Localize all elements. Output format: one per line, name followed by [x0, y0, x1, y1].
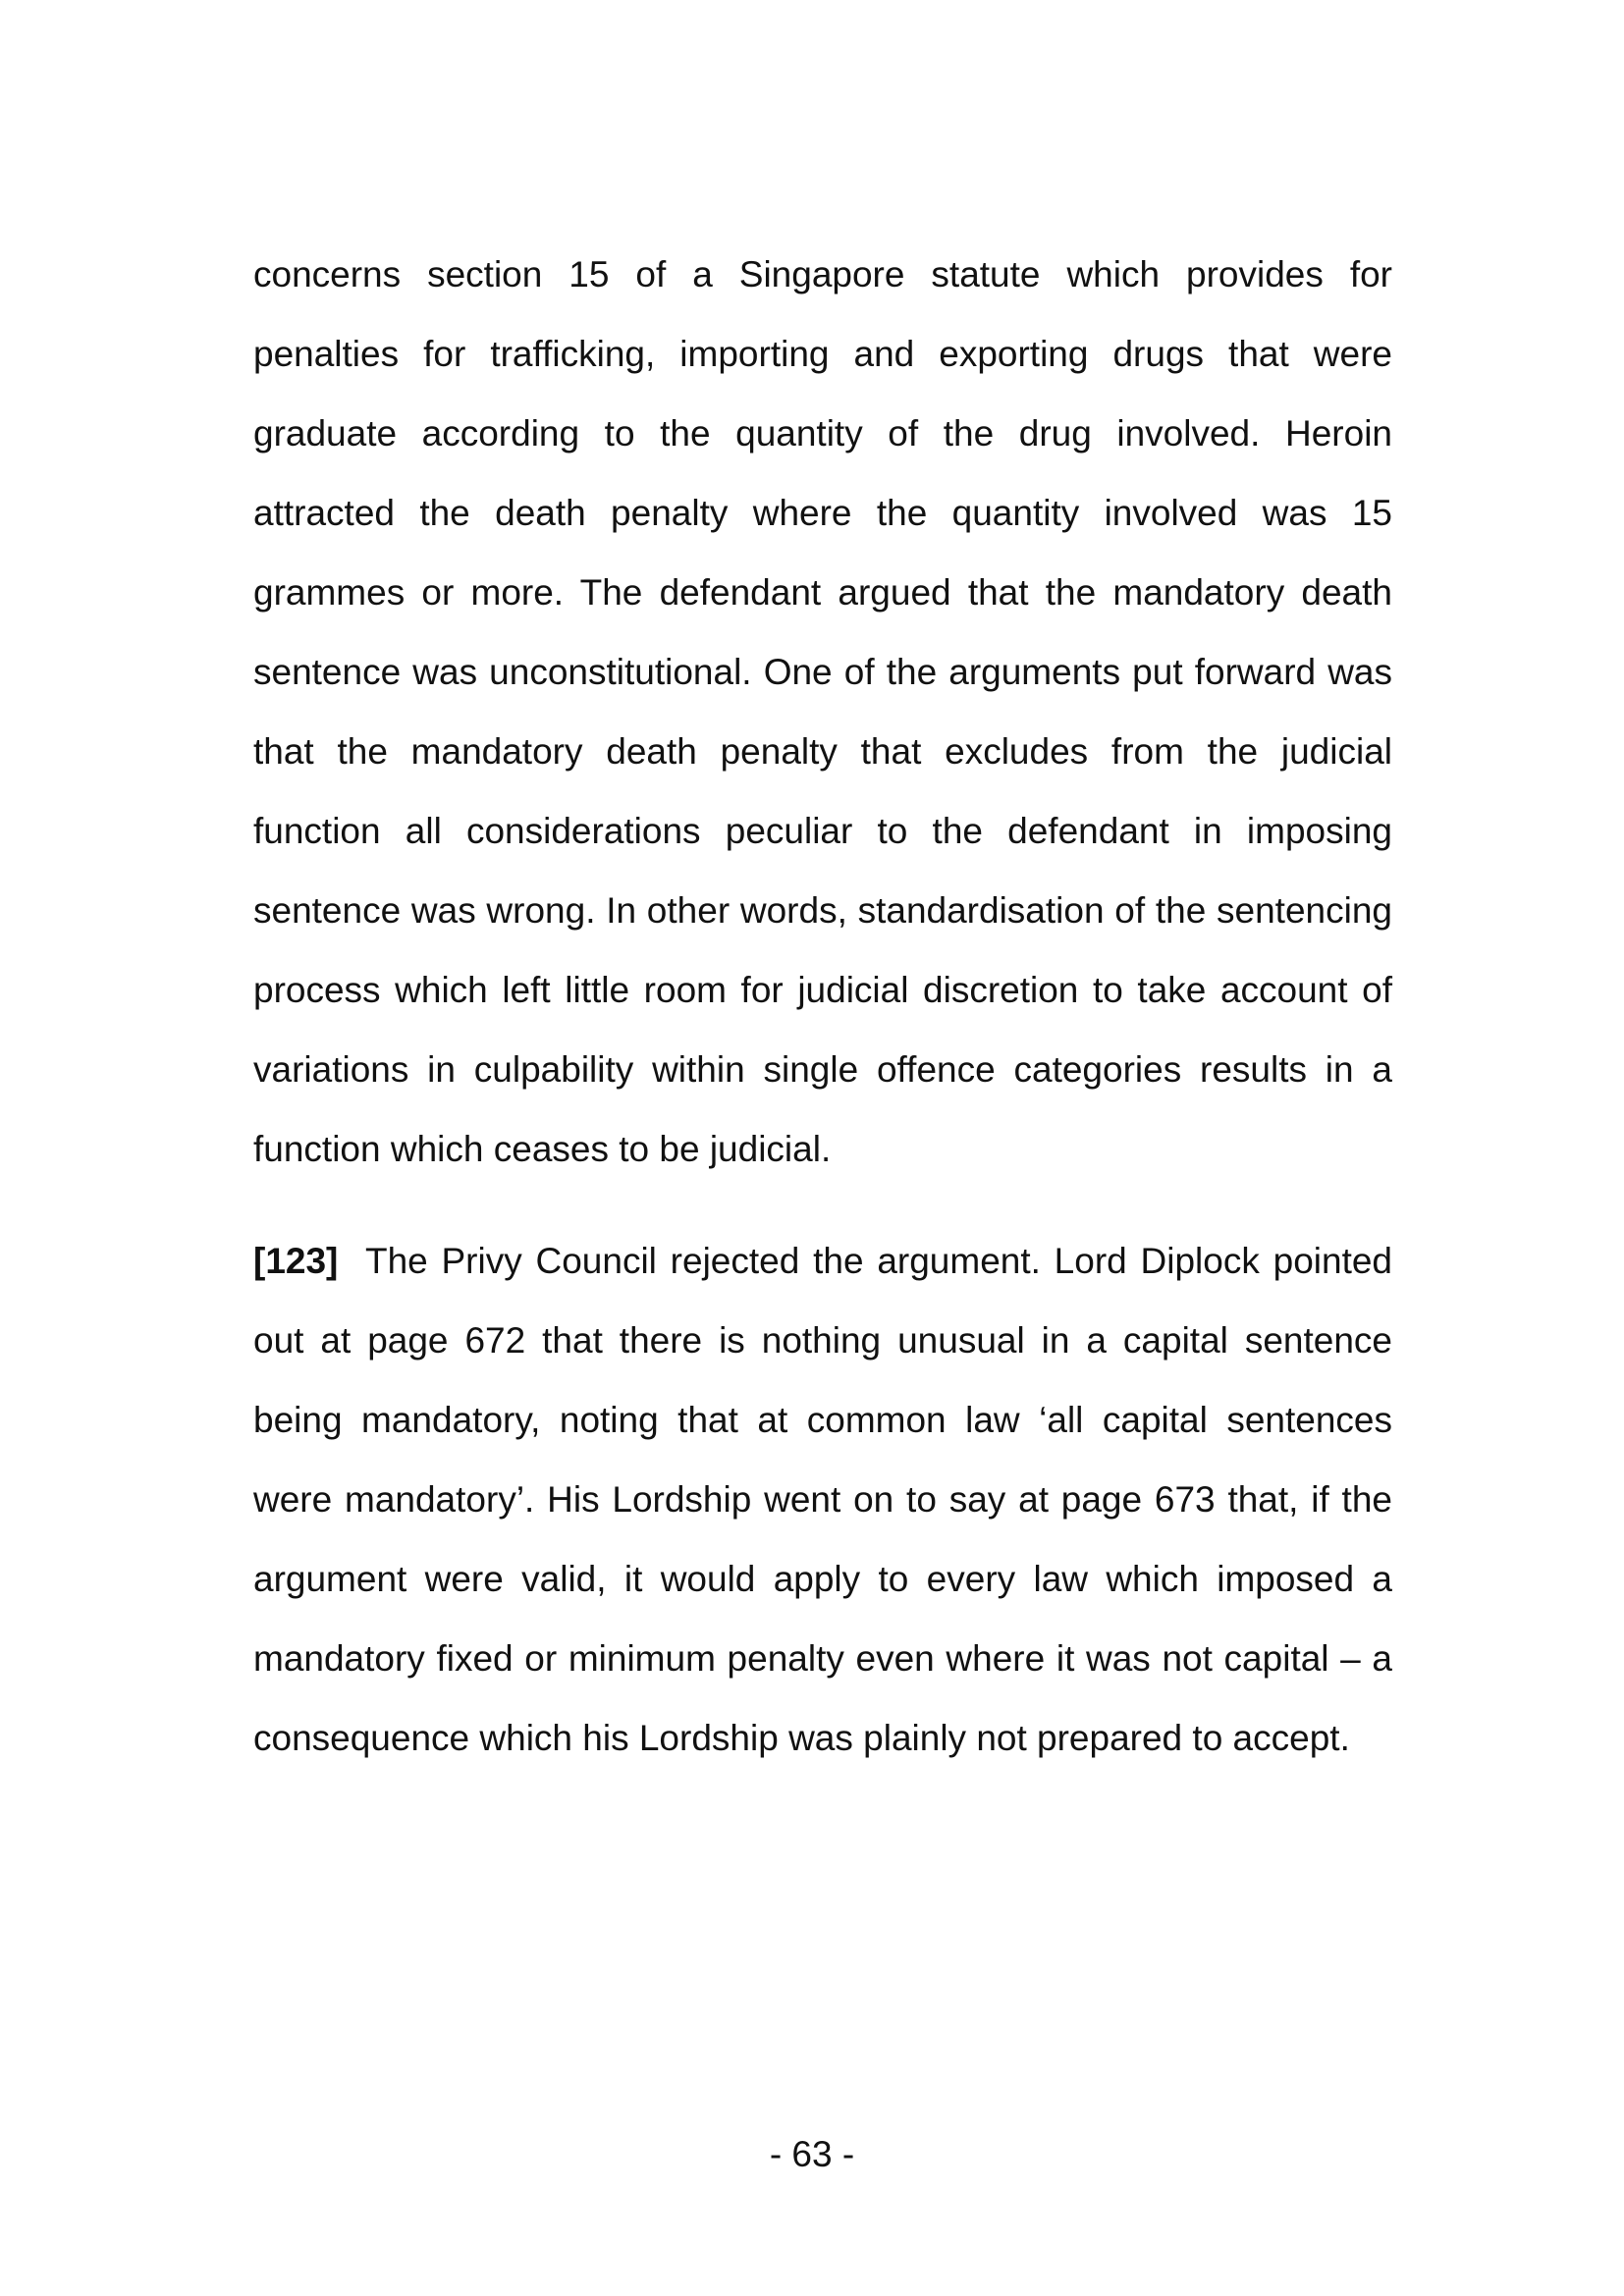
document-body: [253, 235, 1392, 1778]
paragraph-text: The Privy Council rejected the argument. Lord Diplock pointed out at page 672 that there is nothing unusual in a capital sentence being mandatory, noting that at common law ‘all capital sentences were mandatory’. His Lordship went on to say at page 673 that, if the argument were valid, it would apply to every law which imposed a mandatory fixed or minimum penalty even where it was not capital – a consequence which his Lordship was plainly not prepared to accept.: [253, 1241, 1393, 1758]
paragraph-continued: [253, 235, 1392, 1189]
paragraph-text: concerns section 15 of a Singapore statute which provides for penalties for trafficking, importing and exporting drugs that were graduate according to the quantity of the drug involved. Heroin attracted the death penalty where the quantity involved was 15 grammes or more. The defendant argued that the mandatory death sentence was unconstitutional. One of the arguments put forward was that the mandatory death penalty that excludes from the judicial function all considerations peculiar to the defendant in imposing sentence was wrong. In other words, standardisation of the sentencing process which left little room for judicial discretion to take account of variations in culpability within single offence categories results in a function which ceases to be judicial.: [253, 254, 1392, 1169]
page-number: - 63 -: [769, 2134, 855, 2174]
paragraph-number: [123]: [253, 1241, 339, 1281]
paragraph-123: [253, 1221, 1392, 1778]
